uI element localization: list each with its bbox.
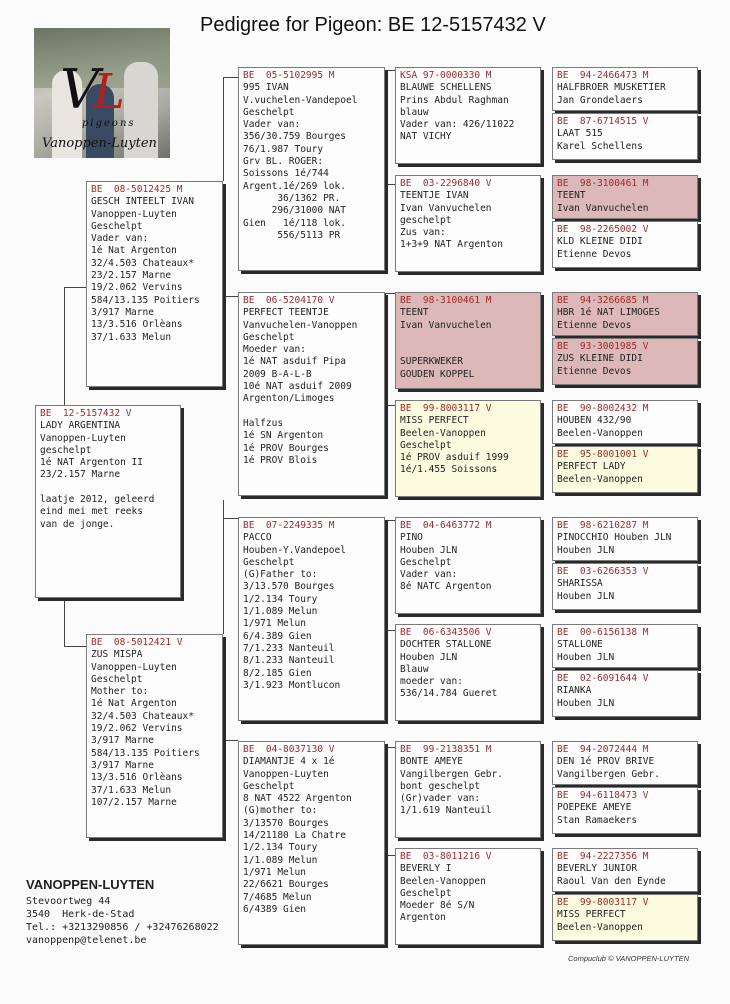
pedigree-line: 3/917 Marne [91, 759, 154, 771]
ring-number: BE 94-2072444 M [557, 744, 649, 755]
pedigree-box-ssd [395, 175, 541, 272]
connector-line [385, 405, 395, 406]
pedigree-box-g13 [552, 741, 698, 785]
pedigree-line: 8é NATC Argenton [400, 581, 492, 593]
ring-number: BE 12-5157432 V [40, 408, 132, 419]
pedigree-line: Houben JLN [557, 590, 615, 602]
logo-sub: pigeons [82, 118, 136, 129]
pedigree-line: laatje 2012, geleerd [40, 494, 155, 506]
pedigree-box-g16 [552, 894, 698, 941]
pedigree-box-dam [86, 634, 223, 838]
pedigree-line: (Gr)vader van: [400, 793, 481, 805]
pedigree-line: STALLONE [557, 639, 603, 651]
connector-line [385, 70, 395, 71]
pedigree-line: van de jonge. [40, 518, 115, 530]
pedigree-line: POEPEKE AMEYE [557, 802, 632, 814]
copyright: Compuclub © VANOPPEN-LUYTEN [568, 954, 689, 963]
ring-number: BE 95-8001001 V [557, 449, 649, 460]
pedigree-line: 1é PROV asduif 1999 [400, 452, 509, 464]
pedigree-line: 36/1362 PR. [243, 192, 341, 204]
pedigree-line: 1/2.134 Toury [243, 842, 318, 854]
pedigree-line: Vanoppen-Luyten [243, 768, 329, 780]
pedigree-line: 7/4685 Melun [243, 891, 312, 903]
pedigree-line: Vader van: [243, 119, 301, 131]
pedigree-line: PACCO [243, 532, 272, 544]
ring-number: BE 03-6266353 V [557, 566, 649, 577]
pedigree-line: 32/4.503 Chateaux* [91, 710, 194, 722]
pedigree-line: Geschelpt [243, 556, 295, 568]
pedigree-box-sss [395, 67, 541, 164]
pedigree-line: Beelen-Vanoppen [557, 473, 643, 485]
pedigree-line: Vangilbergen Gebr. [400, 768, 503, 780]
pedigree-line: NAT VICHY [400, 131, 452, 143]
pedigree-line: 1/971 Melun [243, 866, 306, 878]
pedigree-line: Beelen-Vanoppen [400, 875, 486, 887]
page-title: Pedigree for Pigeon: BE 12-5157432 V [200, 14, 546, 36]
pedigree-line: Houben JLN [557, 697, 615, 709]
pedigree-line: ZUS MISPA [91, 649, 143, 661]
pedigree-line: BEVERLY JUNIOR [557, 863, 638, 875]
pedigree-line: Gien 1é/118 lok. [243, 217, 346, 229]
pedigree-line: Stan Ramaekers [557, 814, 638, 826]
pedigree-line: 8 NAT 4522 Argenton [243, 793, 352, 805]
connector-line [385, 70, 386, 184]
pedigree-line: Moeder van: [243, 344, 306, 356]
pedigree-line: 10é NAT asduif 2009 [243, 381, 352, 393]
pedigree-line: 3/13.570 Bourges [243, 581, 335, 593]
pedigree-line: BONTE AMEYE [400, 756, 463, 768]
pedigree-line: Etienne Devos [557, 365, 632, 377]
pedigree-line: 1/1.089 Melun [243, 606, 318, 618]
pedigree-line: (G)Father to: [243, 569, 318, 581]
pedigree-box-g5 [552, 292, 698, 336]
pedigree-line: 995 IVAN [243, 82, 289, 94]
pedigree-box-subject [35, 405, 181, 598]
pedigree-line: Argenton [400, 912, 446, 924]
owner-city: 3540 Herk-de-Stad [26, 909, 135, 920]
pedigree-line: RIANKA [557, 685, 592, 697]
ring-number: BE 94-3266685 M [557, 295, 649, 306]
pedigree-box-g14 [552, 787, 698, 834]
pedigree-line: Argent.1é/269 lok. [243, 180, 346, 192]
pedigree-line: HOUBEN 432/90 [557, 415, 632, 427]
pedigree-line: 1é Nat Argenton [91, 245, 177, 257]
pedigree-line: GESCH INTEELT IVAN [91, 196, 194, 208]
pedigree-line: Halfzus [243, 417, 284, 429]
pedigree-box-sds [395, 292, 541, 389]
pedigree-line: Geschelpt [243, 106, 295, 118]
pedigree-box-g15 [552, 848, 698, 892]
pedigree-line: PINO [400, 532, 423, 544]
ring-number: BE 07-2249335 M [243, 520, 335, 531]
pedigree-box-g3 [552, 175, 698, 219]
pedigree-line: 8/2.185 Gien [243, 667, 312, 679]
pedigree-line: 37/1.633 Melun [91, 784, 172, 796]
pedigree-line: 6/4.389 Gien [243, 630, 312, 642]
pedigree-line: 1é Nat Argenton [91, 698, 177, 710]
pedigree-line: Ivan Vanvuchelen [400, 319, 492, 331]
connector-line [385, 293, 395, 294]
pedigree-line: 19/2.062 Vervins [91, 723, 183, 735]
connector-line [385, 747, 386, 855]
pedigree-line: V.vuchelen-Vandepoel [243, 94, 358, 106]
pedigree-line: 13/3.516 Orlèans [91, 319, 183, 331]
owner-name: VANOPPEN-LUYTEN [26, 877, 155, 892]
pedigree-line: HALFBROER MUSKETIER [557, 82, 666, 94]
owner-phone: Tel.: +3213290856 / +32476268022 [26, 922, 219, 933]
pedigree-line: 3/917 Marne [91, 735, 154, 747]
pedigree-line: 1/1.619 Nanteuil [400, 805, 492, 817]
pedigree-line: 32/4.503 Chateaux* [91, 257, 194, 269]
ring-number: BE 93-3001985 V [557, 341, 649, 352]
pedigree-line: 3/13570 Bourges [243, 817, 329, 829]
pedigree-line: Houben JLN [557, 544, 615, 556]
ring-number: BE 04-6463772 M [400, 520, 492, 531]
pedigree-line: Prins Abdul Raghman [400, 94, 509, 106]
pedigree-line: geschelpt [40, 444, 92, 456]
pedigree-line: Vader van: [91, 233, 149, 245]
pedigree-box-g4 [552, 221, 698, 268]
pedigree-line: Geschelpt [91, 220, 143, 232]
pedigree-line: LADY ARGENTINA [40, 420, 121, 432]
pedigree-line: Vangilbergen Gebr. [557, 768, 660, 780]
pedigree-line: TEENTJE IVAN [400, 190, 469, 202]
pedigree-line: 6/4389 Gien [243, 903, 306, 915]
pedigree-line: Ivan Vanvuchelen [400, 202, 492, 214]
pedigree-line: Etienne Devos [557, 248, 632, 260]
pedigree-box-dam-sire [238, 517, 385, 721]
pedigree-line: 107/2.157 Marne [91, 796, 177, 808]
connector-line [223, 77, 224, 181]
connector-line [223, 518, 238, 519]
pedigree-line: 1/971 Melun [243, 618, 306, 630]
pedigree-line: Argenton/Limoges [243, 393, 335, 405]
ring-number: BE 06-6343506 V [400, 627, 492, 638]
pedigree-line: 23/2.157 Marne [91, 270, 172, 282]
ring-number: KSA 97-0000330 M [400, 70, 492, 81]
connector-line [64, 646, 86, 647]
pedigree-line [400, 332, 536, 344]
ring-number: BE 98-3100461 M [557, 178, 649, 189]
ring-number: BE 00-6156138 M [557, 627, 649, 638]
connector-line [64, 598, 65, 646]
pedigree-line: Beelen-Vanoppen [557, 427, 643, 439]
pedigree-line: 76/1.987 Toury [243, 143, 324, 155]
pedigree-line: 7/1.233 Nanteuil [243, 642, 335, 654]
owner-address: Stevoortweg 44 [26, 896, 111, 907]
pedigree-box-sire-sire [238, 67, 385, 271]
connector-line [64, 287, 65, 405]
connector-line [385, 630, 395, 631]
pedigree-line: 1é NAT Argenton II [40, 457, 143, 469]
ring-number: BE 90-8002432 M [557, 403, 649, 414]
logo [34, 28, 170, 158]
ring-number: BE 98-2265002 V [557, 224, 649, 235]
logo-name: Vanoppen-Luyten [42, 136, 157, 151]
pedigree-line: Ivan Vanvuchelen [557, 202, 649, 214]
pedigree-line: geschelpt [400, 214, 452, 226]
owner-email: vanoppenp@telenet.be [26, 935, 147, 946]
connector-line [223, 740, 238, 741]
ring-number: BE 99-8003117 V [557, 897, 649, 908]
ring-number: BE 94-6118473 V [557, 790, 649, 801]
ring-number: BE 08-5012421 V [91, 637, 183, 648]
ring-number: BE 94-2466473 M [557, 70, 649, 81]
pedigree-box-ddd [395, 848, 541, 945]
pedigree-line: BLAUWE SCHELLENS [400, 82, 492, 94]
pedigree-box-g6 [552, 338, 698, 385]
pedigree-box-g9 [552, 517, 698, 561]
pedigree-line: 1é/1.455 Soissons [400, 464, 498, 476]
pedigree-line: Vader van: 426/11022 [400, 119, 515, 131]
pedigree-line: PINOCCHIO Houben JLN [557, 532, 672, 544]
pedigree-line: KLD KLEINE DIDI [557, 236, 643, 248]
ring-number: BE 98-3100461 M [400, 295, 492, 306]
pedigree-line: 1é PROV Blois [243, 454, 318, 466]
connector-line [385, 747, 395, 748]
pedigree-line: 3/1.923 Montlucon [243, 679, 341, 691]
connector-line [223, 500, 224, 634]
pedigree-line [400, 344, 536, 356]
pedigree-line: Vader van: [400, 569, 458, 581]
pedigree-line: Jan Grondelaers [557, 94, 643, 106]
logo-mark: VL [60, 58, 119, 121]
pedigree-line: Etienne Devos [557, 319, 632, 331]
pedigree-line: GOUDEN KOPPEL [400, 368, 475, 380]
ring-number: BE 06-5204170 V [243, 295, 335, 306]
pedigree-line: Karel Schellens [557, 140, 643, 152]
ring-number: BE 04-8037130 V [243, 744, 335, 755]
pedigree-line: eind mei met reeks [40, 506, 143, 518]
pedigree-line: (G)mother to: [243, 805, 318, 817]
pedigree-line: 584/13.135 Poitiers [91, 747, 200, 759]
pedigree-line: DIAMANTJE 4 x 1é [243, 756, 335, 768]
pedigree-line: TEENT [557, 190, 586, 202]
pedigree-line: Geschelpt [400, 887, 452, 899]
pedigree-line: DEN 1é PROV BRIVE [557, 756, 655, 768]
pedigree-line: 3/917 Marne [91, 306, 154, 318]
owner-contact [26, 878, 219, 947]
pedigree-line: Vanoppen-Luyten [40, 432, 126, 444]
pedigree-line: Mother to: [91, 686, 149, 698]
pedigree-box-sire [86, 181, 223, 387]
pedigree-line: moeder van: [400, 676, 463, 688]
connector-line [223, 296, 238, 297]
ring-number: BE 87-6714515 V [557, 116, 649, 127]
pedigree-line: Houben JLN [557, 651, 615, 663]
ring-number: BE 02-6091644 V [557, 673, 649, 684]
pedigree-line: 296/31000 NAT [243, 205, 346, 217]
pedigree-box-sire-dam [238, 292, 385, 496]
pedigree-line: BEVERLY I [400, 863, 452, 875]
pedigree-line: Vanoppen-Luyten [91, 208, 177, 220]
pedigree-line: 13/3.516 Orlèans [91, 772, 183, 784]
pedigree-box-dam-dam [238, 741, 385, 945]
ring-number: BE 08-5012425 M [91, 184, 183, 195]
pedigree-line: Geschelpt [243, 780, 295, 792]
pedigree-box-dsd [395, 624, 541, 721]
ring-number: BE 94-2227356 M [557, 851, 649, 862]
pedigree-line: Houben JLN [400, 544, 458, 556]
pedigree-line: Vanvuchelen-Vanoppen [243, 319, 358, 331]
pedigree-line: 19/2.062 Vervins [91, 282, 183, 294]
pedigree-line: MISS PERFECT [557, 909, 626, 921]
pedigree-line: 1/2.134 Toury [243, 593, 318, 605]
connector-line [385, 184, 395, 185]
pedigree-line: 23/2.157 Marne [40, 469, 121, 481]
pedigree-box-sdd [395, 400, 541, 497]
pedigree-line: PERFECT TEENTJE [243, 307, 329, 319]
pedigree-line: 2009 B-A-L-B [243, 368, 312, 380]
pedigree-line: Blauw [400, 663, 429, 675]
pedigree-line: Zus van: [400, 227, 446, 239]
ring-number: BE 98-6210287 M [557, 520, 649, 531]
pedigree-line: Houben JLN [400, 651, 458, 663]
ring-number: BE 99-8003117 V [400, 403, 492, 414]
pedigree-line: SHARISSA [557, 578, 603, 590]
pedigree-line: blauw [400, 106, 429, 118]
pedigree-box-dss [395, 517, 541, 614]
pedigree-line: Beelen-Vanoppen [400, 427, 486, 439]
pedigree-line: 356/30.759 Bourges [243, 131, 346, 143]
pedigree-line: Vanoppen-Luyten [91, 661, 177, 673]
pedigree-box-g10 [552, 563, 698, 610]
pedigree-line: Beelen-Vanoppen [557, 921, 643, 933]
pedigree-line: Moeder 8é S/N [400, 900, 475, 912]
pedigree-line: DOCHTER STALLONE [400, 639, 492, 651]
ring-number: BE 05-5102995 M [243, 70, 335, 81]
connector-line [385, 520, 395, 521]
pedigree-line: 1é NAT asduif Pipa [243, 356, 346, 368]
pedigree-line: 556/5113 PR [243, 229, 341, 241]
pedigree-line: Raoul Van den Eynde [557, 875, 666, 887]
pedigree-line: 1é SN Argenton [243, 430, 324, 442]
connector-line [223, 720, 224, 740]
ring-number: BE 03-8011216 V [400, 851, 492, 862]
pedigree-line: 8/1.233 Nanteuil [243, 655, 335, 667]
connector-line [385, 520, 386, 630]
pedigree-line: 22/6621 Bourges [243, 879, 329, 891]
pedigree-box-dds [395, 741, 541, 838]
pedigree-line: Geschelpt [400, 556, 452, 568]
pedigree-line: HBR 1é NAT LIMOGES [557, 307, 660, 319]
pedigree-line: 536/14.784 Gueret [400, 688, 498, 700]
pedigree-line: Geschelpt [400, 439, 452, 451]
pedigree-line: TEENT [400, 307, 429, 319]
connector-line [223, 77, 238, 78]
pedigree-box-g7 [552, 400, 698, 444]
pedigree-line: MISS PERFECT [400, 415, 469, 427]
ring-number: BE 99-2138351 M [400, 744, 492, 755]
connector-line [385, 293, 386, 405]
pedigree-line: Geschelpt [243, 331, 295, 343]
pedigree-box-g1 [552, 67, 698, 111]
pedigree-box-g11 [552, 624, 698, 668]
pedigree-line: Geschelpt [91, 673, 143, 685]
pedigree-line: Houben-Y.Vandepoel [243, 544, 346, 556]
pedigree-line: LAAT 515 [557, 128, 603, 140]
pedigree-line: 37/1.633 Melun [91, 331, 172, 343]
pedigree-line: 1/1.089 Melun [243, 854, 318, 866]
pedigree-line: 1+3+9 NAT Argenton [400, 239, 503, 251]
pedigree-line: 584/13.135 Poitiers [91, 294, 200, 306]
pedigree-box-g12 [552, 670, 698, 717]
pedigree-box-g2 [552, 113, 698, 160]
pedigree-line: 14/21180 La Chatre [243, 830, 346, 842]
ring-number: BE 03-2296840 V [400, 178, 492, 189]
pedigree-line: Soissons 1é/744 [243, 168, 329, 180]
pedigree-line [243, 406, 380, 418]
pedigree-line: PERFECT LADY [557, 461, 626, 473]
pedigree-line: bont geschelpt [400, 780, 481, 792]
pedigree-line: 1é PROV Bourges [243, 442, 329, 454]
pedigree-line: SUPERKWEKER [400, 356, 463, 368]
pedigree-box-g8 [552, 446, 698, 493]
pedigree-line [40, 482, 176, 494]
connector-line [64, 287, 86, 288]
connector-line [385, 855, 395, 856]
pedigree-line: ZUS KLEINE DIDI [557, 353, 643, 365]
pedigree-line: Grv BL. ROGER: [243, 156, 324, 168]
